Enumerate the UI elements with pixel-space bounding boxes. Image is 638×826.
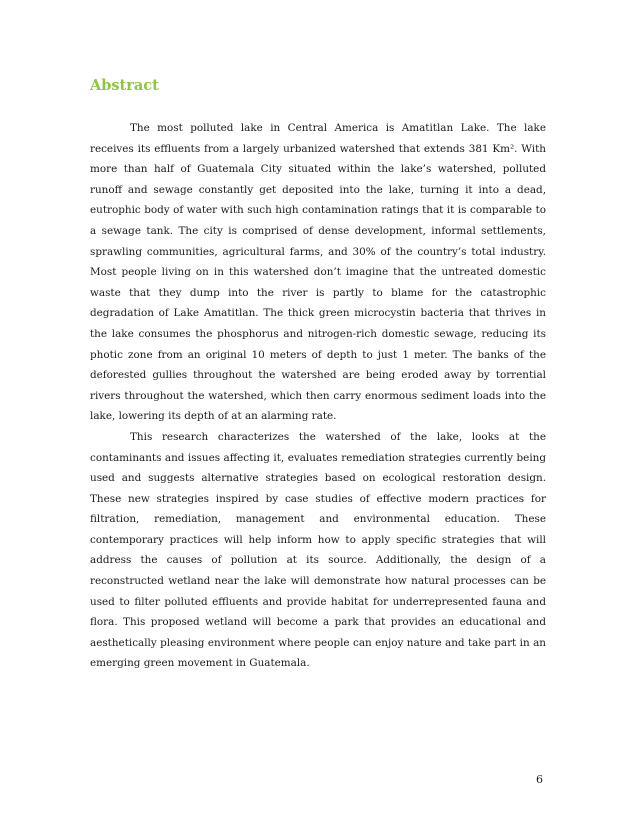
abstract-body	[90, 118, 546, 674]
abstract-paragraph-2: This research characterizes the watershed of the lake, looks at the contaminants and issues affecting it, evaluates remediation strategies currently being used and suggests alternative strategies based on ecological restoration design. These new strategies inspired by case studies of effective modern practices for filtration, remediation, management and environmental education. These contemporary practices will help inform how to apply specific strategies that will address the causes of pollution at its source. Additionally, the design of a reconstructed wetland near the lake will demonstrate how natural processes can be used to filter polluted effluents and provide habitat for underrepresented fauna and flora. This proposed wetland will become a park that provides an educational and aesthetically pleasing environment where people can enjoy nature and take part in an emerging green movement in Guatemala.	[90, 430, 546, 670]
page-number: 6	[536, 773, 543, 786]
section-heading: Abstract	[90, 77, 159, 94]
abstract-paragraph-1: The most polluted lake in Central America is Amatitlan Lake. The lake receives its effluents from a largely urbanized watershed that extends 381 Km². With more than half of Guatemala City situated within the lake’s watershed, polluted runoff and sewage constantly get deposited into the lake, turning it into a dead, eutrophic body of water with such high contamination ratings that it is comparable to a sewage tank. The city is comprised of dense development, informal settlements, sprawling communities, agricultural farms, and 30% of the country’s total industry. Most people living on in this watershed don’t imagine that the untreated domestic waste that they dump into the river is partly to blame for the catastrophic degradation of Lake Amatitlan. The thick green microcystin bacteria that thrives in the lake consumes the phosphorus and nitrogen-rich domestic sewage, reducing its photic zone from an original 10 meters of depth to just 1 meter. The banks of the deforested gullies throughout the watershed are being eroded away by torrential rivers throughout the watershed, which then carry enormous sediment loads into the lake, lowering its depth of at an alarming rate.	[90, 122, 546, 423]
